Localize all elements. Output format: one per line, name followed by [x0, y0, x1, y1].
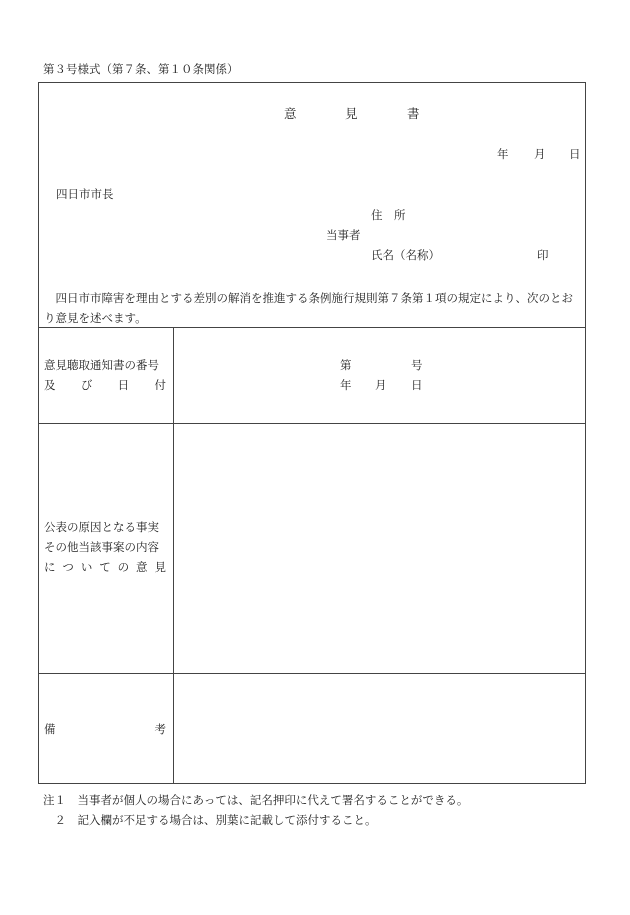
- addressee: 四日市市長: [56, 187, 114, 201]
- title-char: 書: [407, 106, 420, 121]
- opinion-label-line3: に つ い て の 意 見: [44, 560, 166, 574]
- opinion-row-label: 公表の原因となる事実 その他当該事案の内容 に つ い て の 意 見: [44, 517, 166, 577]
- divider: [39, 327, 585, 328]
- form-notes: [43, 790, 468, 830]
- notice-label-line2: 及 び 日 付: [44, 378, 166, 392]
- notice-go: 号: [411, 358, 423, 372]
- notice-dai: 第: [340, 358, 352, 372]
- party-label: 当事者: [326, 228, 361, 242]
- remarks-row-label: 備 考: [44, 722, 166, 736]
- date-year: 年: [497, 147, 509, 161]
- title-char: 意: [284, 106, 297, 121]
- name-label: 氏名（名称）: [371, 248, 440, 262]
- opinion-input-area[interactable]: [174, 424, 585, 673]
- remarks-input-area[interactable]: [174, 674, 585, 783]
- notice-month: 月: [375, 378, 387, 392]
- notice-day: 日: [411, 378, 423, 392]
- date-day: 日: [569, 147, 581, 161]
- address-label: 住 所: [371, 208, 406, 222]
- date-month: 月: [534, 147, 546, 161]
- statement-text: 四日市市障害を理由とする差別の解消を推進する条例施行規則第７条第１項の規定により、次のとおり意見を述べます。: [44, 291, 573, 325]
- notice-year: 年: [340, 378, 352, 392]
- notice-row-label: 意見聴取通知書の番号 及 び 日 付: [44, 355, 166, 395]
- seal-mark: 印: [537, 248, 549, 262]
- note-2: ２ 記入欄が不足する場合は、別葉に記載して添付すること。: [43, 813, 377, 827]
- title-char: 見: [345, 106, 358, 121]
- note-1: 注１ 当事者が個人の場合にあっては、記名押印に代えて署名することができる。: [43, 793, 469, 807]
- opinion-form: [38, 82, 586, 784]
- form-number-label: 第３号様式（第７条、第１０条関係）: [43, 62, 239, 76]
